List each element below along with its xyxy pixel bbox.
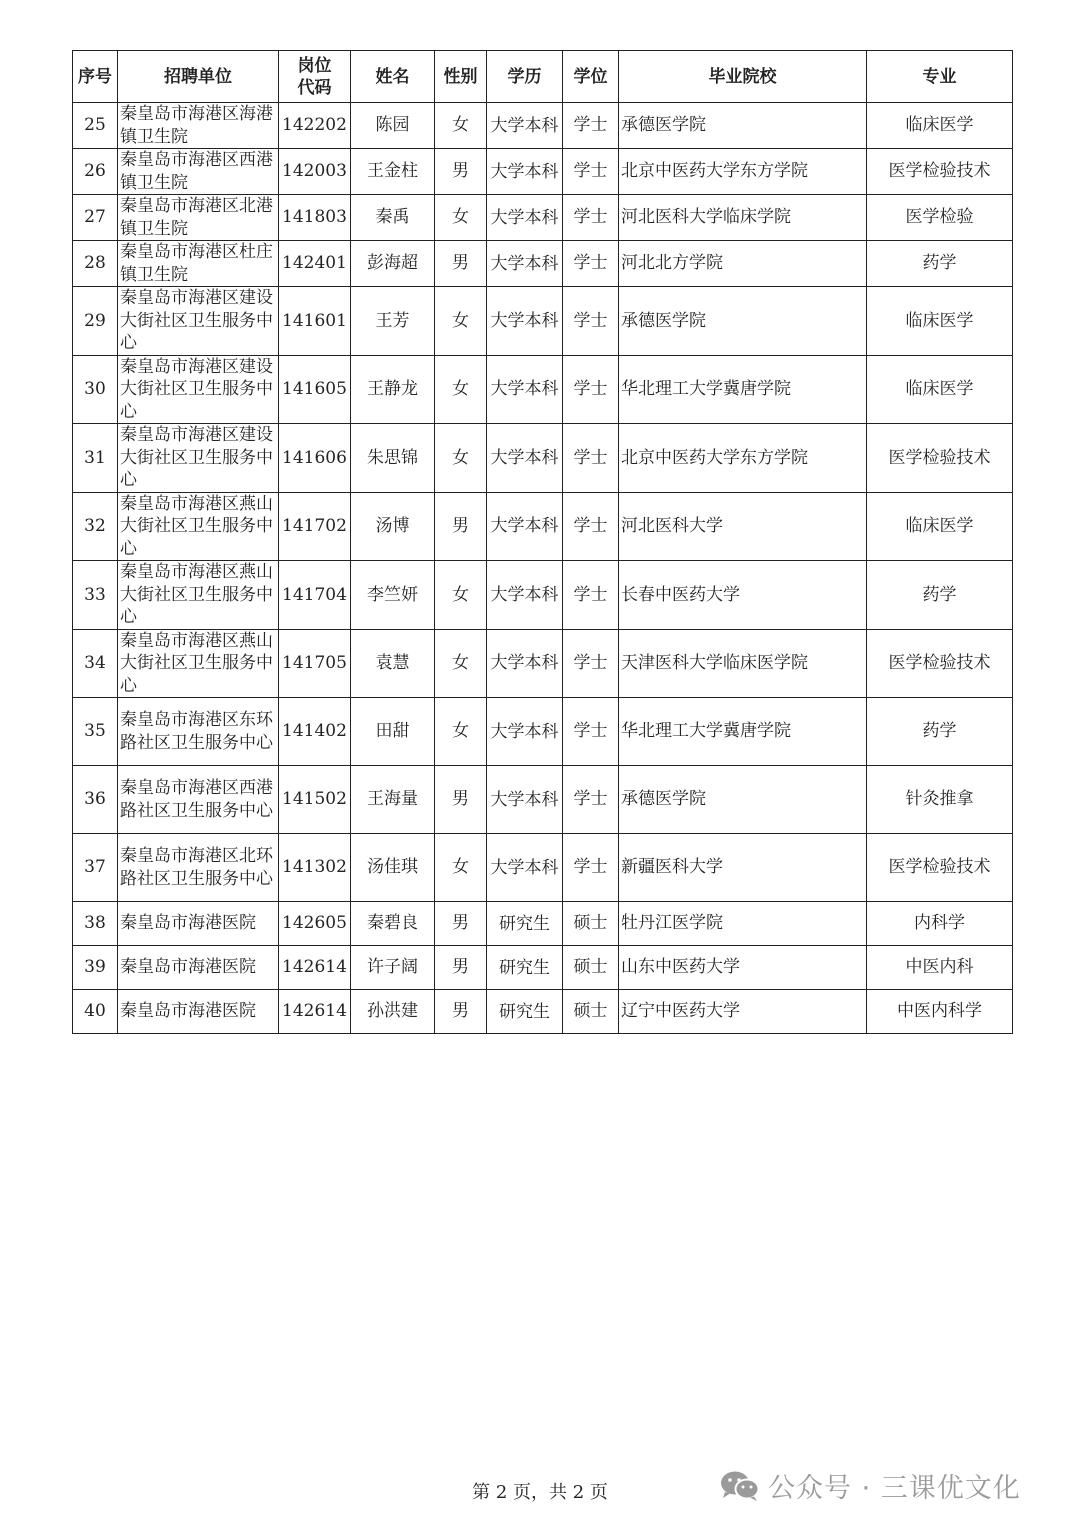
cell-no: 36 xyxy=(73,766,118,834)
cell-unit: 秦皇岛市海港区东环路社区卫生服务中心 xyxy=(118,698,279,766)
watermark xyxy=(718,1466,1021,1505)
header-unit: 招聘单位 xyxy=(118,51,279,103)
cell-school: 河北北方学院 xyxy=(619,241,867,287)
cell-name: 朱思锦 xyxy=(351,424,435,493)
cell-school: 承德医学院 xyxy=(619,766,867,834)
cell-degree: 硕士 xyxy=(563,990,619,1034)
cell-degree: 学士 xyxy=(563,103,619,149)
cell-unit: 秦皇岛市海港医院 xyxy=(118,990,279,1034)
cell-gender: 男 xyxy=(435,990,487,1034)
cell-school: 牡丹江医学院 xyxy=(619,902,867,946)
cell-education: 大学本科 xyxy=(487,698,563,766)
cell-name: 陈园 xyxy=(351,103,435,149)
cell-major: 针灸推拿 xyxy=(867,766,1013,834)
cell-name: 汤佳琪 xyxy=(351,834,435,902)
cell-code: 142401 xyxy=(279,241,351,287)
cell-major: 中医内科学 xyxy=(867,990,1013,1034)
table-row xyxy=(73,287,1013,356)
cell-degree: 学士 xyxy=(563,492,619,561)
cell-code: 141601 xyxy=(279,287,351,356)
cell-no: 33 xyxy=(73,561,118,630)
header-name: 姓名 xyxy=(351,51,435,103)
cell-unit: 秦皇岛市海港区建设大街社区卫生服务中心 xyxy=(118,355,279,424)
cell-degree: 学士 xyxy=(563,629,619,698)
cell-name: 田甜 xyxy=(351,698,435,766)
cell-degree: 学士 xyxy=(563,149,619,195)
cell-major: 药学 xyxy=(867,241,1013,287)
cell-major: 医学检验技术 xyxy=(867,149,1013,195)
page-footer: 第 2 页，共 2 页 xyxy=(472,1482,608,1503)
cell-no: 37 xyxy=(73,834,118,902)
cell-no: 32 xyxy=(73,492,118,561)
cell-unit: 秦皇岛市海港区建设大街社区卫生服务中心 xyxy=(118,424,279,493)
cell-education: 大学本科 xyxy=(487,629,563,698)
cell-unit: 秦皇岛市海港区燕山大街社区卫生服务中心 xyxy=(118,492,279,561)
cell-education: 大学本科 xyxy=(487,424,563,493)
cell-degree: 学士 xyxy=(563,424,619,493)
cell-major: 药学 xyxy=(867,561,1013,630)
cell-major: 药学 xyxy=(867,698,1013,766)
cell-gender: 女 xyxy=(435,103,487,149)
cell-no: 25 xyxy=(73,103,118,149)
cell-school: 新疆医科大学 xyxy=(619,834,867,902)
cell-education: 大学本科 xyxy=(487,287,563,356)
cell-code: 142614 xyxy=(279,946,351,990)
cell-no: 34 xyxy=(73,629,118,698)
cell-unit: 秦皇岛市海港区杜庄镇卫生院 xyxy=(118,241,279,287)
cell-degree: 学士 xyxy=(563,561,619,630)
cell-code: 141502 xyxy=(279,766,351,834)
cell-major: 中医内科 xyxy=(867,946,1013,990)
cell-education: 大学本科 xyxy=(487,149,563,195)
table-row xyxy=(73,103,1013,149)
cell-name: 许子阔 xyxy=(351,946,435,990)
cell-no: 26 xyxy=(73,149,118,195)
cell-education: 大学本科 xyxy=(487,103,563,149)
cell-name: 孙洪建 xyxy=(351,990,435,1034)
header-code: 岗位代码 xyxy=(279,51,351,103)
cell-gender: 女 xyxy=(435,834,487,902)
cell-no: 30 xyxy=(73,355,118,424)
header-school: 毕业院校 xyxy=(619,51,867,103)
table-row xyxy=(73,990,1013,1034)
cell-education: 大学本科 xyxy=(487,355,563,424)
table-row xyxy=(73,492,1013,561)
cell-degree: 硕士 xyxy=(563,946,619,990)
table-row xyxy=(73,766,1013,834)
cell-unit: 秦皇岛市海港区燕山大街社区卫生服务中心 xyxy=(118,561,279,630)
cell-education: 大学本科 xyxy=(487,492,563,561)
cell-school: 承德医学院 xyxy=(619,287,867,356)
table-row xyxy=(73,241,1013,287)
cell-no: 31 xyxy=(73,424,118,493)
cell-code: 142605 xyxy=(279,902,351,946)
cell-code: 142614 xyxy=(279,990,351,1034)
cell-major: 医学检验技术 xyxy=(867,834,1013,902)
cell-school: 华北理工大学冀唐学院 xyxy=(619,355,867,424)
cell-gender: 男 xyxy=(435,766,487,834)
watermark-text: 公众号 · 三课优文化 xyxy=(768,1473,1021,1504)
cell-name: 王海量 xyxy=(351,766,435,834)
cell-degree: 学士 xyxy=(563,355,619,424)
cell-name: 汤博 xyxy=(351,492,435,561)
cell-unit: 秦皇岛市海港区西港路社区卫生服务中心 xyxy=(118,766,279,834)
cell-name: 秦碧良 xyxy=(351,902,435,946)
header-major: 专业 xyxy=(867,51,1013,103)
cell-code: 141803 xyxy=(279,195,351,241)
cell-gender: 女 xyxy=(435,424,487,493)
cell-code: 141606 xyxy=(279,424,351,493)
cell-no: 38 xyxy=(73,902,118,946)
table-row xyxy=(73,834,1013,902)
cell-degree: 学士 xyxy=(563,195,619,241)
cell-school: 北京中医药大学东方学院 xyxy=(619,424,867,493)
table-row xyxy=(73,698,1013,766)
cell-major: 医学检验技术 xyxy=(867,424,1013,493)
cell-major: 医学检验技术 xyxy=(867,629,1013,698)
cell-unit: 秦皇岛市海港医院 xyxy=(118,902,279,946)
cell-unit: 秦皇岛市海港区西港镇卫生院 xyxy=(118,149,279,195)
table-row xyxy=(73,195,1013,241)
cell-gender: 女 xyxy=(435,698,487,766)
header-no: 序号 xyxy=(73,51,118,103)
cell-code: 142003 xyxy=(279,149,351,195)
table-row xyxy=(73,561,1013,630)
table-body xyxy=(73,103,1013,1034)
cell-school: 河北医科大学 xyxy=(619,492,867,561)
cell-degree: 学士 xyxy=(563,834,619,902)
cell-code: 141605 xyxy=(279,355,351,424)
cell-degree: 学士 xyxy=(563,698,619,766)
cell-no: 40 xyxy=(73,990,118,1034)
cell-gender: 女 xyxy=(435,195,487,241)
cell-name: 彭海超 xyxy=(351,241,435,287)
cell-gender: 女 xyxy=(435,355,487,424)
cell-gender: 男 xyxy=(435,902,487,946)
cell-no: 29 xyxy=(73,287,118,356)
cell-major: 临床医学 xyxy=(867,287,1013,356)
cell-code: 142202 xyxy=(279,103,351,149)
cell-unit: 秦皇岛市海港区北港镇卫生院 xyxy=(118,195,279,241)
cell-name: 王金柱 xyxy=(351,149,435,195)
cell-major: 临床医学 xyxy=(867,103,1013,149)
cell-degree: 学士 xyxy=(563,766,619,834)
cell-education: 大学本科 xyxy=(487,834,563,902)
cell-major: 内科学 xyxy=(867,902,1013,946)
cell-code: 141704 xyxy=(279,561,351,630)
cell-school: 天津医科大学临床医学院 xyxy=(619,629,867,698)
cell-education: 研究生 xyxy=(487,990,563,1034)
cell-major: 医学检验 xyxy=(867,195,1013,241)
header-education: 学历 xyxy=(487,51,563,103)
cell-unit: 秦皇岛市海港医院 xyxy=(118,946,279,990)
cell-gender: 女 xyxy=(435,629,487,698)
cell-school: 山东中医药大学 xyxy=(619,946,867,990)
cell-unit: 秦皇岛市海港区燕山大街社区卫生服务中心 xyxy=(118,629,279,698)
table-row xyxy=(73,946,1013,990)
cell-education: 研究生 xyxy=(487,902,563,946)
cell-name: 王静龙 xyxy=(351,355,435,424)
table-header-row xyxy=(73,51,1013,103)
cell-gender: 女 xyxy=(435,287,487,356)
header-degree: 学位 xyxy=(563,51,619,103)
cell-no: 28 xyxy=(73,241,118,287)
table-row xyxy=(73,629,1013,698)
cell-education: 大学本科 xyxy=(487,241,563,287)
results-table-container xyxy=(72,50,1013,1034)
table-row xyxy=(73,355,1013,424)
cell-school: 河北医科大学临床学院 xyxy=(619,195,867,241)
table-row xyxy=(73,149,1013,195)
cell-unit: 秦皇岛市海港区建设大街社区卫生服务中心 xyxy=(118,287,279,356)
cell-degree: 学士 xyxy=(563,241,619,287)
cell-code: 141402 xyxy=(279,698,351,766)
cell-gender: 男 xyxy=(435,946,487,990)
cell-unit: 秦皇岛市海港区北环路社区卫生服务中心 xyxy=(118,834,279,902)
cell-major: 临床医学 xyxy=(867,492,1013,561)
table-row xyxy=(73,424,1013,493)
cell-gender: 女 xyxy=(435,561,487,630)
wechat-icon xyxy=(718,1468,762,1504)
cell-gender: 男 xyxy=(435,492,487,561)
cell-gender: 男 xyxy=(435,241,487,287)
cell-name: 李竺妍 xyxy=(351,561,435,630)
cell-gender: 男 xyxy=(435,149,487,195)
cell-name: 袁慧 xyxy=(351,629,435,698)
cell-code: 141302 xyxy=(279,834,351,902)
cell-school: 华北理工大学冀唐学院 xyxy=(619,698,867,766)
cell-code: 141702 xyxy=(279,492,351,561)
cell-school: 长春中医药大学 xyxy=(619,561,867,630)
results-table xyxy=(72,50,1013,1034)
cell-major: 临床医学 xyxy=(867,355,1013,424)
cell-no: 27 xyxy=(73,195,118,241)
cell-school: 北京中医药大学东方学院 xyxy=(619,149,867,195)
table-row xyxy=(73,902,1013,946)
cell-school: 辽宁中医药大学 xyxy=(619,990,867,1034)
cell-education: 研究生 xyxy=(487,946,563,990)
cell-name: 王芳 xyxy=(351,287,435,356)
header-gender: 性别 xyxy=(435,51,487,103)
cell-no: 35 xyxy=(73,698,118,766)
cell-no: 39 xyxy=(73,946,118,990)
cell-code: 141705 xyxy=(279,629,351,698)
cell-education: 大学本科 xyxy=(487,766,563,834)
cell-degree: 硕士 xyxy=(563,902,619,946)
cell-name: 秦禹 xyxy=(351,195,435,241)
cell-education: 大学本科 xyxy=(487,561,563,630)
cell-education: 大学本科 xyxy=(487,195,563,241)
cell-unit: 秦皇岛市海港区海港镇卫生院 xyxy=(118,103,279,149)
cell-degree: 学士 xyxy=(563,287,619,356)
cell-school: 承德医学院 xyxy=(619,103,867,149)
